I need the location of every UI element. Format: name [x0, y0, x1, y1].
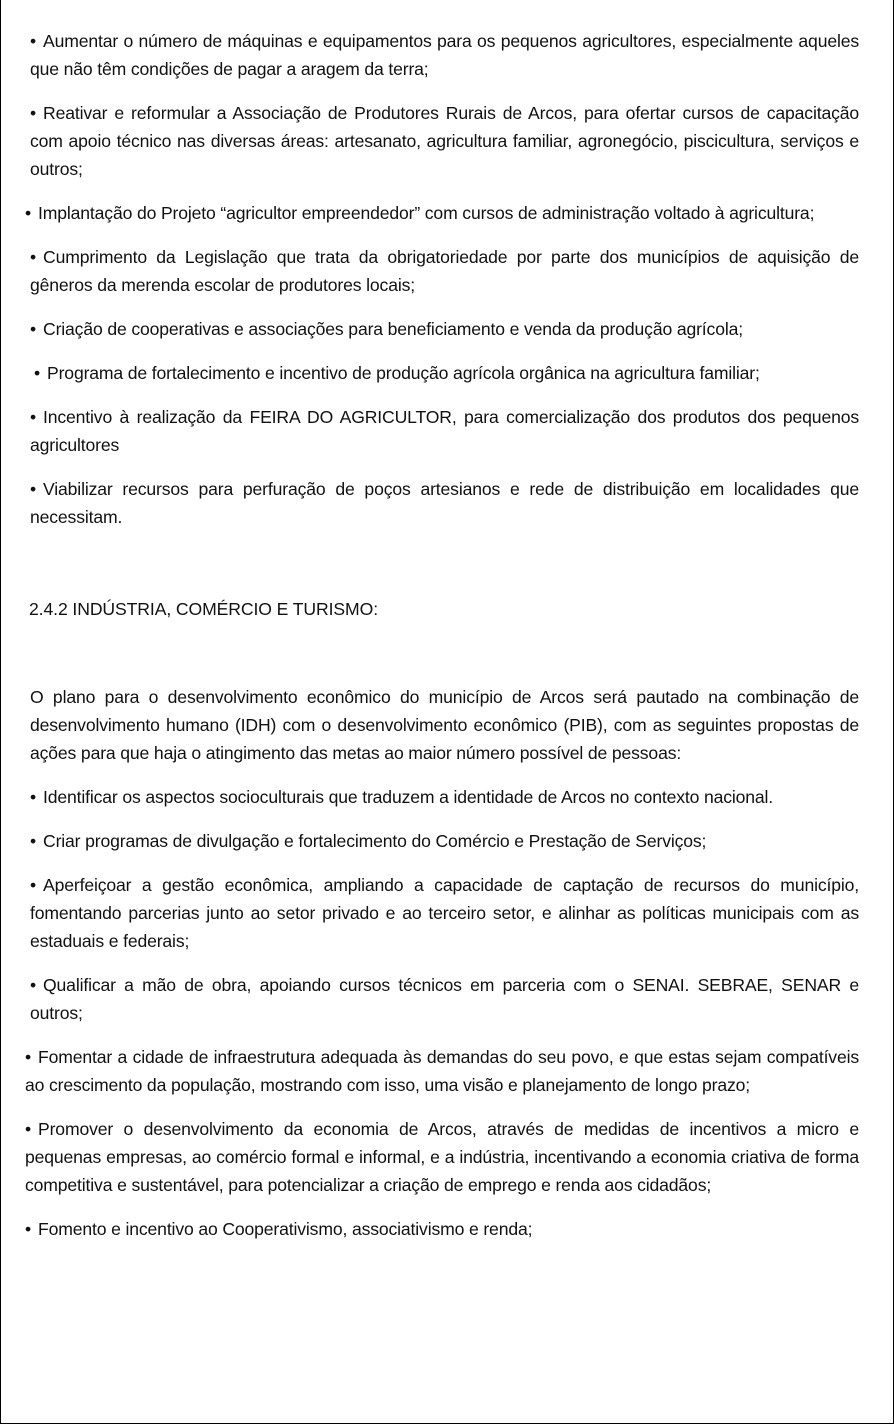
agri-item-1: • Aumentar o número de máquinas e equipamentos para os pequenos agricultores, especialmente aqueles que não têm condições de pagar a aragem da terra;	[25, 27, 859, 83]
spacer	[25, 547, 859, 595]
agri-item-4: • Cumprimento da Legislação que trata da obrigatoriedade por parte dos municípios de aquisição de gêneros da merenda escolar de produtores locais;	[25, 243, 859, 299]
industry-item-6: • Promover o desenvolvimento da economia de Arcos, através de medidas de incentivos a micro e pequenas empresas, ao comércio formal e informal, e a indústria, incentivando a economia criativa de forma competitiva e sustentável, para potencializar a criação de emprego e renda aos cidadãos;	[25, 1115, 859, 1199]
agri-item-5: • Criação de cooperativas e associações para beneficiamento e venda da produção agrícola;	[25, 315, 859, 343]
industry-item-1: • Identificar os aspectos socioculturais que traduzem a identidade de Arcos no contexto nacional.	[25, 783, 859, 811]
agri-item-8: • Viabilizar recursos para perfuração de poços artesianos e rede de distribuição em localidades que necessitam.	[25, 475, 859, 531]
agri-item-7: • Incentivo à realização da FEIRA DO AGRICULTOR, para comercialização dos produtos dos pequenos agricultores	[25, 403, 859, 459]
industry-item-7: • Fomento e incentivo ao Cooperativismo, associativismo e renda;	[25, 1215, 859, 1243]
industry-item-5: • Fomentar a cidade de infraestrutura adequada às demandas do seu povo, e que estas sejam compatíveis ao crescimento da população, mostrando com isso, uma visão e planejamento de longo prazo;	[25, 1043, 859, 1099]
section-heading: 2.4.2 INDÚSTRIA, COMÉRCIO E TURISMO:	[29, 599, 378, 619]
spacer	[25, 623, 859, 683]
document-body	[25, 27, 859, 1259]
agri-item-6: • Programa de fortalecimento e incentivo de produção agrícola orgânica na agricultura familiar;	[25, 359, 859, 387]
industry-item-3: • Aperfeiçoar a gestão econômica, ampliando a capacidade de captação de recursos do município, fomentando parcerias junto ao setor privado e ao terceiro setor, e alinhar as políticas municipais com as estaduais e federais;	[25, 871, 859, 955]
industry-item-2: • Criar programas de divulgação e fortalecimento do Comércio e Prestação de Serviços;	[25, 827, 859, 855]
agri-item-3: • Implantação do Projeto “agricultor empreendedor” com cursos de administração voltado à agricultura;	[25, 199, 859, 227]
industry-item-4: • Qualificar a mão de obra, apoiando cursos técnicos em parceria com o SENAI. SEBRAE, SENAR e outros;	[25, 971, 859, 1027]
agri-item-2: • Reativar e reformular a Associação de Produtores Rurais de Arcos, para ofertar cursos de capacitação com apoio técnico nas diversas áreas: artesanato, agricultura familiar, agronegócio, piscicultura, serviços e outros;	[25, 99, 859, 183]
section-intro: O plano para o desenvolvimento econômico do município de Arcos será pautado na combinação de desenvolvimento humano (IDH) com o desenvolvimento econômico (PIB), com as seguintes propostas de ações para que haja o atingimento das metas ao maior número possível de pessoas:	[30, 687, 859, 763]
